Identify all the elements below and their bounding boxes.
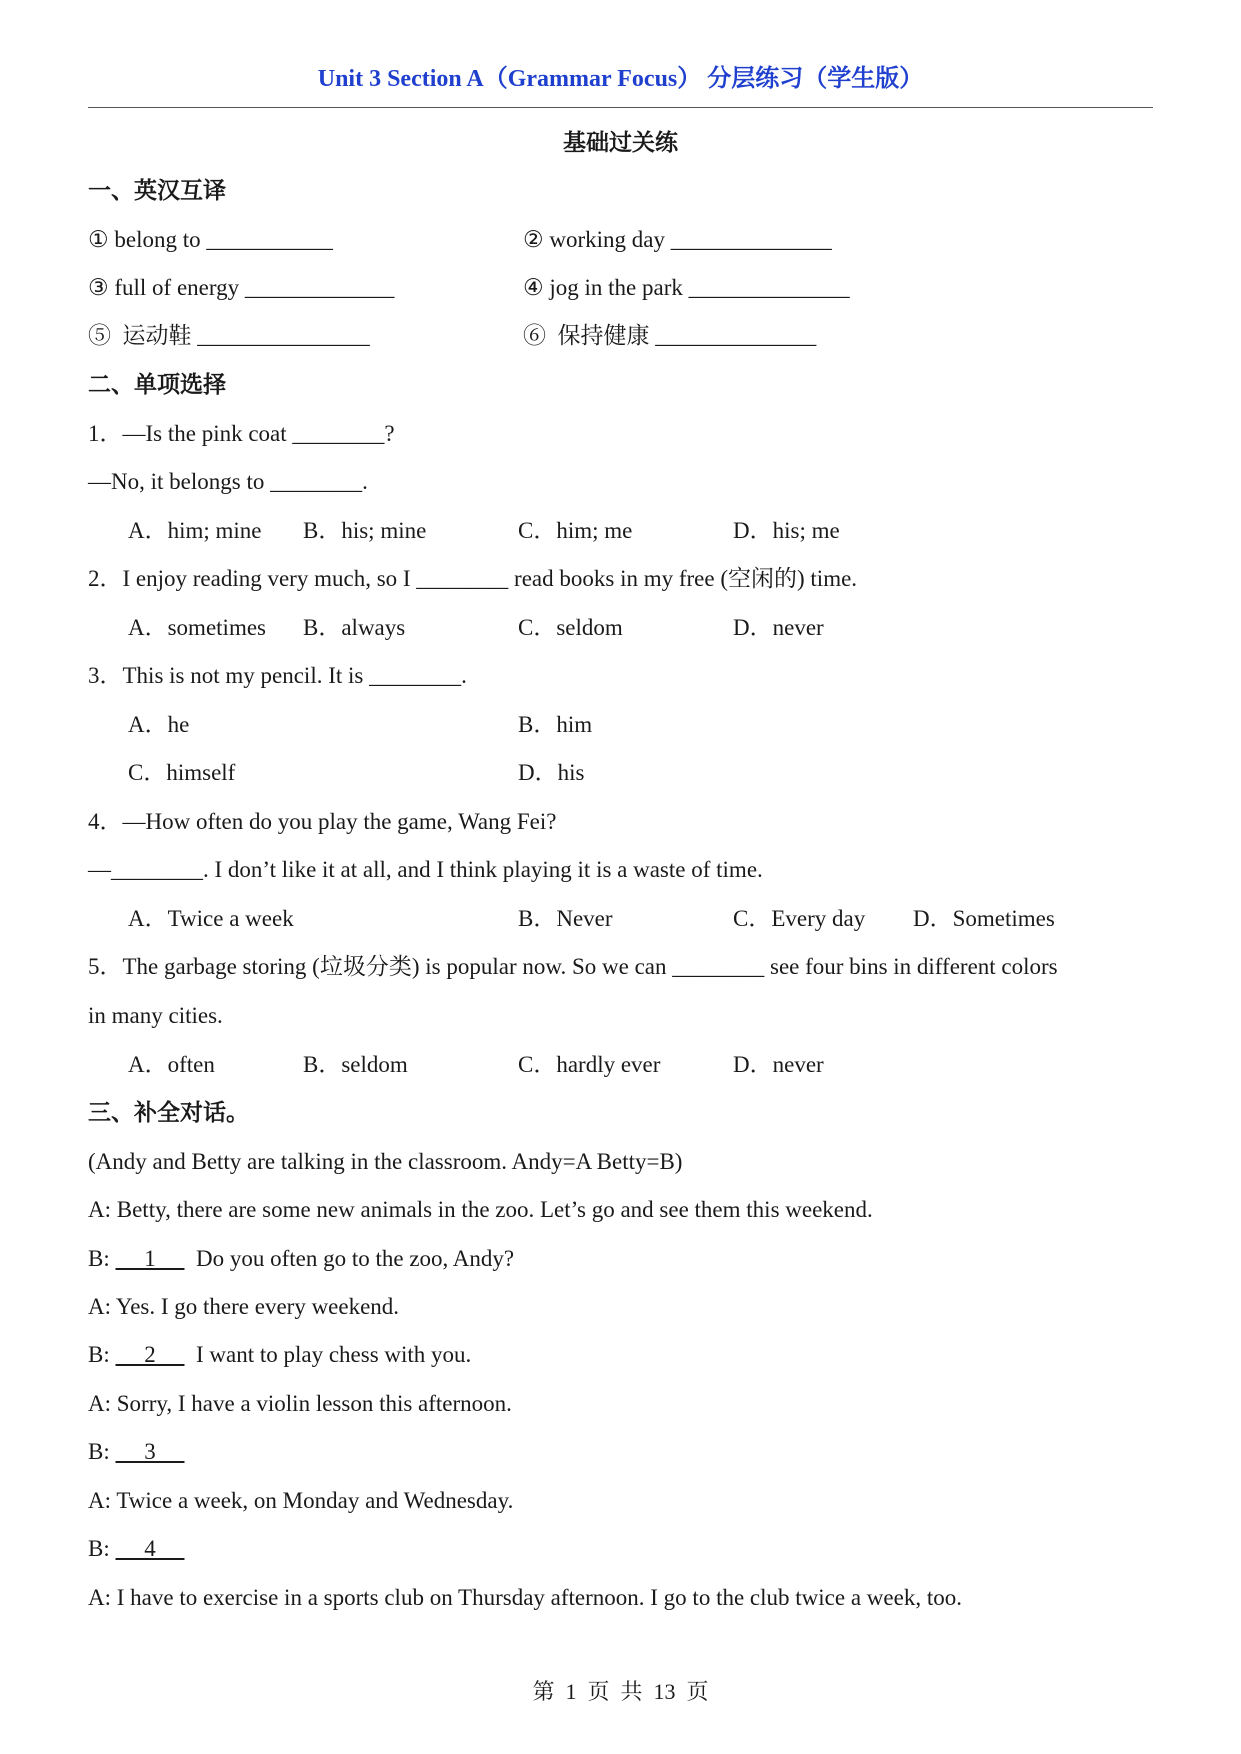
header-divider: [88, 107, 1153, 108]
dialogue-line: A: Sorry, I have a violin lesson this afternoon.: [88, 1391, 512, 1416]
q3-option-a: A．he: [128, 712, 190, 737]
q1-option-a: A．him; mine: [128, 518, 262, 543]
question-1-stem-2: —No, it belongs to ________.: [88, 469, 368, 494]
blank-1: 1: [115, 1246, 185, 1271]
q4-option-d: D．Sometimes: [913, 906, 1055, 931]
q2-option-b: B．always: [303, 615, 406, 640]
dialogue-line: B: 2 I want to play chess with you.: [88, 1342, 472, 1367]
vocab-item-3: ③ full of energy _____________: [88, 275, 395, 300]
blank-2: 2: [115, 1342, 185, 1367]
dialogue-line: A: Yes. I go there every weekend.: [88, 1294, 400, 1319]
page-number: 第 1 页 共 13 页: [532, 1679, 709, 1704]
dialogue-intro: (Andy and Betty are talking in the classroom. Andy=A Betty=B): [88, 1149, 683, 1174]
q1-option-d: D．his; me: [733, 518, 840, 543]
section3-heading: 三、补全对话。: [88, 1100, 249, 1125]
q5-option-c: C．hardly ever: [518, 1052, 661, 1077]
dialogue-line: B: 3: [88, 1439, 185, 1464]
vocab-item-6: ⑥ 保持健康 ______________: [523, 323, 817, 348]
vocab-item-5: ⑤ 运动鞋 _______________: [88, 323, 370, 348]
question-1-stem: 1．—Is the pink coat ________?: [88, 421, 395, 446]
q5-option-b: B．seldom: [303, 1052, 408, 1077]
dialogue-line: B: 1 Do you often go to the zoo, Andy?: [88, 1246, 515, 1271]
q4-option-a: A．Twice a week: [128, 906, 294, 931]
blank-4: 4: [115, 1536, 185, 1561]
q1-option-c: C．him; me: [518, 518, 633, 543]
subtitle: 基础过关练: [563, 130, 678, 155]
question-3-stem: 3．This is not my pencil. It is ________.: [88, 663, 467, 688]
section1-heading: 一、英汉互译: [88, 178, 226, 203]
dialogue-line: B: 4: [88, 1536, 185, 1561]
q4-option-c: C．Every day: [733, 906, 866, 931]
question-2-stem: 2．I enjoy reading very much, so I ________ read books in my free (空闲的) time.: [88, 566, 858, 591]
q3-option-b: B．him: [518, 712, 593, 737]
question-5-stem: 5．The garbage storing (垃圾分类) is popular now. So we can ________ see four bins in different colors: [88, 954, 1058, 979]
q2-option-a: A．sometimes: [128, 615, 266, 640]
q4-option-b: B．Never: [518, 906, 613, 931]
vocab-item-4: ④ jog in the park ______________: [523, 275, 850, 300]
vocab-item-1: ① belong to ___________: [88, 227, 333, 252]
q2-option-d: D．never: [733, 615, 824, 640]
vocab-item-2: ② working day ______________: [523, 227, 832, 252]
question-5-stem-2: in many cities.: [88, 1003, 223, 1028]
q2-option-c: C．seldom: [518, 615, 623, 640]
dialogue-line: A: I have to exercise in a sports club on Thursday afternoon. I go to the club twice a week, too.: [88, 1585, 962, 1610]
section2-heading: 二、单项选择: [88, 372, 226, 397]
header-title: Unit 3 Section A（Grammar Focus） 分层练习（学生版）: [317, 66, 924, 92]
question-4-stem: 4．—How often do you play the game, Wang Fei?: [88, 809, 557, 834]
question-4-stem-2: —________. I don’t like it at all, and I think playing it is a waste of time.: [88, 857, 763, 882]
q5-option-a: A．often: [128, 1052, 215, 1077]
q1-option-b: B．his; mine: [303, 518, 427, 543]
q5-option-d: D．never: [733, 1052, 824, 1077]
q3-option-c: C．himself: [128, 760, 236, 785]
q3-option-d: D．his: [518, 760, 585, 785]
dialogue-line: A: Twice a week, on Monday and Wednesday.: [88, 1488, 514, 1513]
dialogue-line: A: Betty, there are some new animals in the zoo. Let’s go and see them this weekend.: [88, 1197, 873, 1222]
blank-3: 3: [115, 1439, 185, 1464]
